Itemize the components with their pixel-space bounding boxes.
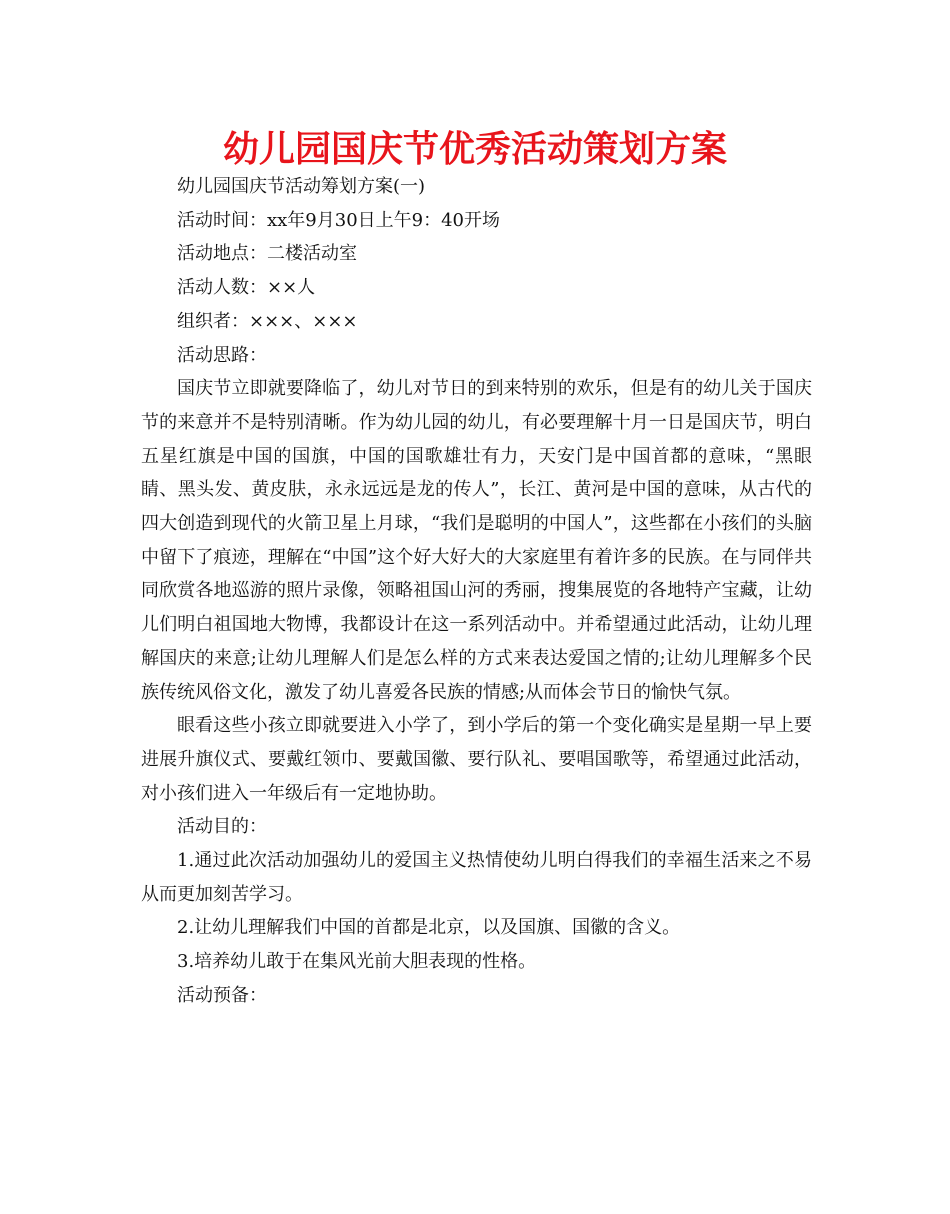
- paragraph-activity-idea-heading: 活动思路：: [177, 344, 267, 366]
- paragraph-goals-heading: 活动目的：: [177, 816, 267, 838]
- paragraph-activity-idea-body: 国庆节立即就要降临了，幼儿对节日的到来特别的欢乐，但是有的幼儿关于国庆节的来意并不是特别清晰。作为幼儿园的幼儿，有必要理解十月一日是国庆节，明白五星红旗是中国的国旗，中国的国歌雄壮有力，天安门是中国首都的意味，“黑眼睛、黑头发、黄皮肤，永永远远是龙的传人”，长江、黄河是中国的意味，从古代的四大创造到现代的火箭卫星上月球，“我们是聪明的中国人”，这些都在小孩们的头脑中留下了痕迹，理解在“中国”这个好大好大的大家庭里有着许多的民族。在与同伴共同欣赏各地巡游的照片录像，领略祖国山河的秀丽，搜集展览的各地特产宝藏，让幼儿们明白祖国地大物博，我都设计在这一系列活动中。并希望通过此活动，让幼儿理解国庆的来意;让幼儿理解人们是怎么样的方式来表达爱国之情的;让幼儿理解多个民族传统风俗文化，激发了幼儿喜爱各民族的情感;从而体会节日的愉快气氛。: [141, 378, 812, 703]
- paragraph-organizers: 组织者：×××、×××: [177, 310, 358, 332]
- paragraph-goal-3: 3.培养幼儿敢于在集风光前大胆表现的性格。: [177, 951, 537, 973]
- document-body: [141, 170, 812, 1013]
- paragraph-participant-count: 活动人数：××人: [177, 277, 316, 299]
- paragraph-plan-subtitle: 幼儿园国庆节活动筹划方案(一): [177, 176, 426, 197]
- paragraph-preparation-heading: 活动预备：: [177, 984, 267, 1006]
- paragraph-activity-time: 活动时间：xx年9月30日上午9：40开场: [177, 209, 501, 231]
- paragraph-goal-1: 1.通过此次活动加强幼儿的爱国主义热情使幼儿明白得我们的幸福生活来之不易从而更加刻苦学习。: [141, 850, 812, 905]
- paragraph-primary-school-note: 眼看这些小孩立即就要进入小学了，到小学后的第一个变化确实是星期一早上要进展升旗仪式、要戴红领巾、要戴国徽、要行队礼、要唱国歌等，希望通过此活动，对小孩们进入一年级后有一定地协助。: [141, 715, 812, 804]
- document-title: 幼儿园国庆节优秀活动策划方案: [222, 129, 727, 170]
- paragraph-activity-location: 活动地点：二楼活动室: [177, 243, 357, 265]
- paragraph-goal-2: 2.让幼儿理解我们中国的首都是北京，以及国旗、国徽的含义。: [177, 917, 681, 939]
